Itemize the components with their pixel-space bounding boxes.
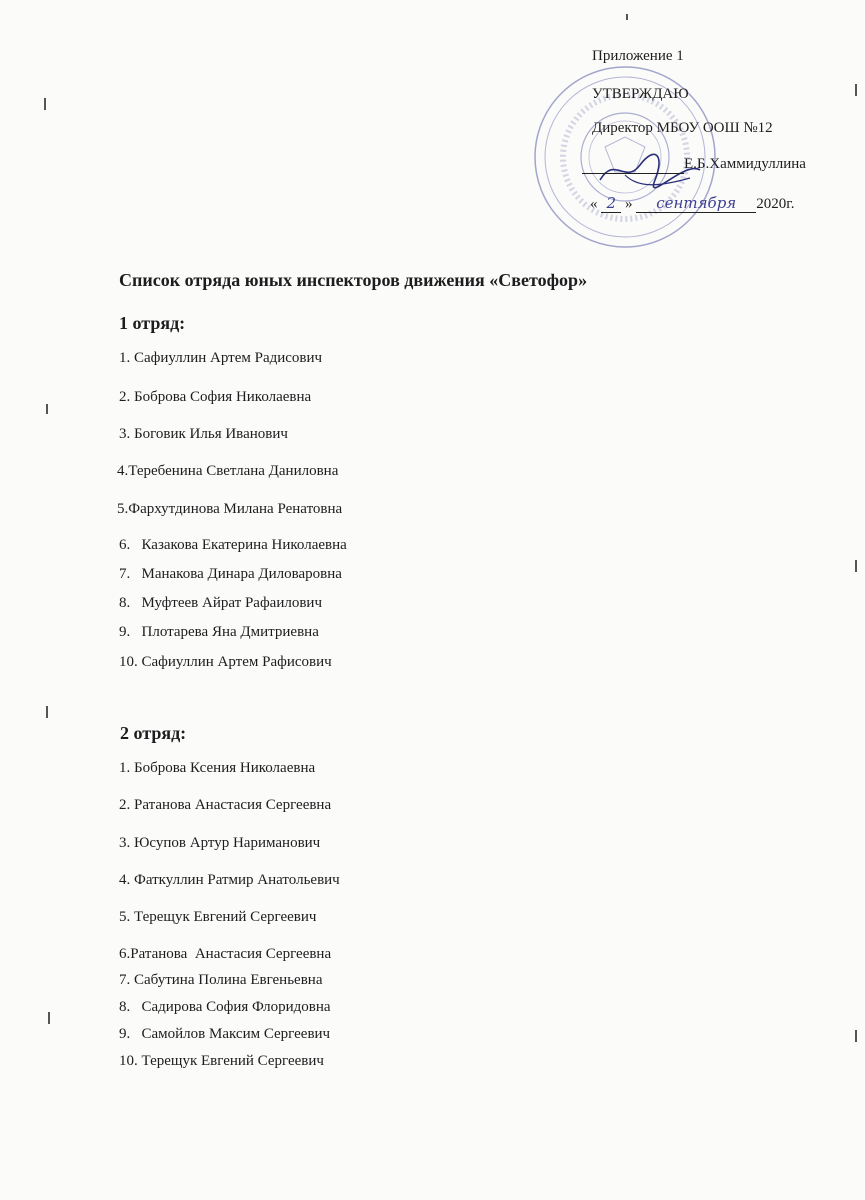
date-close-quote: » xyxy=(625,196,633,212)
signature-underline xyxy=(582,156,684,174)
squad-2-member: 3. Юсупов Артур Нариманович xyxy=(119,835,321,851)
director-position: Директор МБОУ ООШ №12 xyxy=(592,120,773,136)
director-signature-line xyxy=(582,156,806,174)
squad-1-member: 1. Сафиуллин Артем Радисович xyxy=(119,350,323,366)
squad-1-heading: 1 отряд: xyxy=(119,313,186,333)
squad-2-member: 7. Сабутина Полина Евгеньевна xyxy=(119,972,323,988)
squad-2-member: 10. Терещук Евгений Сергеевич xyxy=(119,1053,324,1069)
date-year: 2020г. xyxy=(756,196,795,212)
page-title: Список отряда юных инспекторов движения «Светофор» xyxy=(119,270,588,290)
squad-2-member: 4. Фаткуллин Ратмир Анатольевич xyxy=(119,872,340,888)
squad-2-member: 8. Садирова София Флоридовна xyxy=(119,999,331,1015)
scan-speck xyxy=(48,1012,50,1024)
squad-1-member: 3. Боговик Илья Иванович xyxy=(119,426,288,442)
date-day: 2 xyxy=(601,194,621,213)
scan-speck xyxy=(626,14,628,20)
scan-speck xyxy=(46,404,48,414)
scan-speck xyxy=(855,84,857,96)
squad-1-member: 4.Теребенина Светлана Даниловна xyxy=(117,463,339,479)
director-name: Е.Б.Хаммидуллина xyxy=(684,156,806,172)
squad-1-member: 2. Боброва София Николаевна xyxy=(119,389,312,405)
squad-2-member: 2. Ратанова Анастасия Сергеевна xyxy=(119,797,332,813)
squad-2-member: 5. Терещук Евгений Сергеевич xyxy=(119,909,317,925)
squad-1-member: 5.Фархутдинова Милана Ренатовна xyxy=(117,501,343,517)
scan-speck xyxy=(44,98,46,110)
appendix-label: Приложение 1 xyxy=(592,48,684,64)
squad-2-member: 6.Ратанова Анастасия Сергеевна xyxy=(119,946,332,962)
squad-1-member: 6. Казакова Екатерина Николаевна xyxy=(119,537,347,553)
approve-label: УТВЕРЖДАЮ xyxy=(592,86,689,102)
scan-speck xyxy=(855,1030,857,1042)
approval-date xyxy=(590,194,794,213)
squad-1-member: 10. Сафиуллин Артем Рафисович xyxy=(119,654,332,670)
squad-2-member: 9. Самойлов Максим Сергеевич xyxy=(119,1026,331,1042)
squad-2-member: 1. Боброва Ксения Николаевна xyxy=(119,760,316,776)
scan-speck xyxy=(855,560,857,572)
date-month: сентября xyxy=(636,194,756,213)
squad-1-member: 8. Муфтеев Айрат Рафаилович xyxy=(119,595,322,611)
date-open-quote: « xyxy=(590,196,598,212)
squad-2-heading: 2 отряд: xyxy=(120,723,187,743)
scan-speck xyxy=(46,706,48,718)
squad-1-member: 7. Манакова Динара Диловаровна xyxy=(119,566,342,582)
squad-1-member: 9. Плотарева Яна Дмитриевна xyxy=(119,624,319,640)
